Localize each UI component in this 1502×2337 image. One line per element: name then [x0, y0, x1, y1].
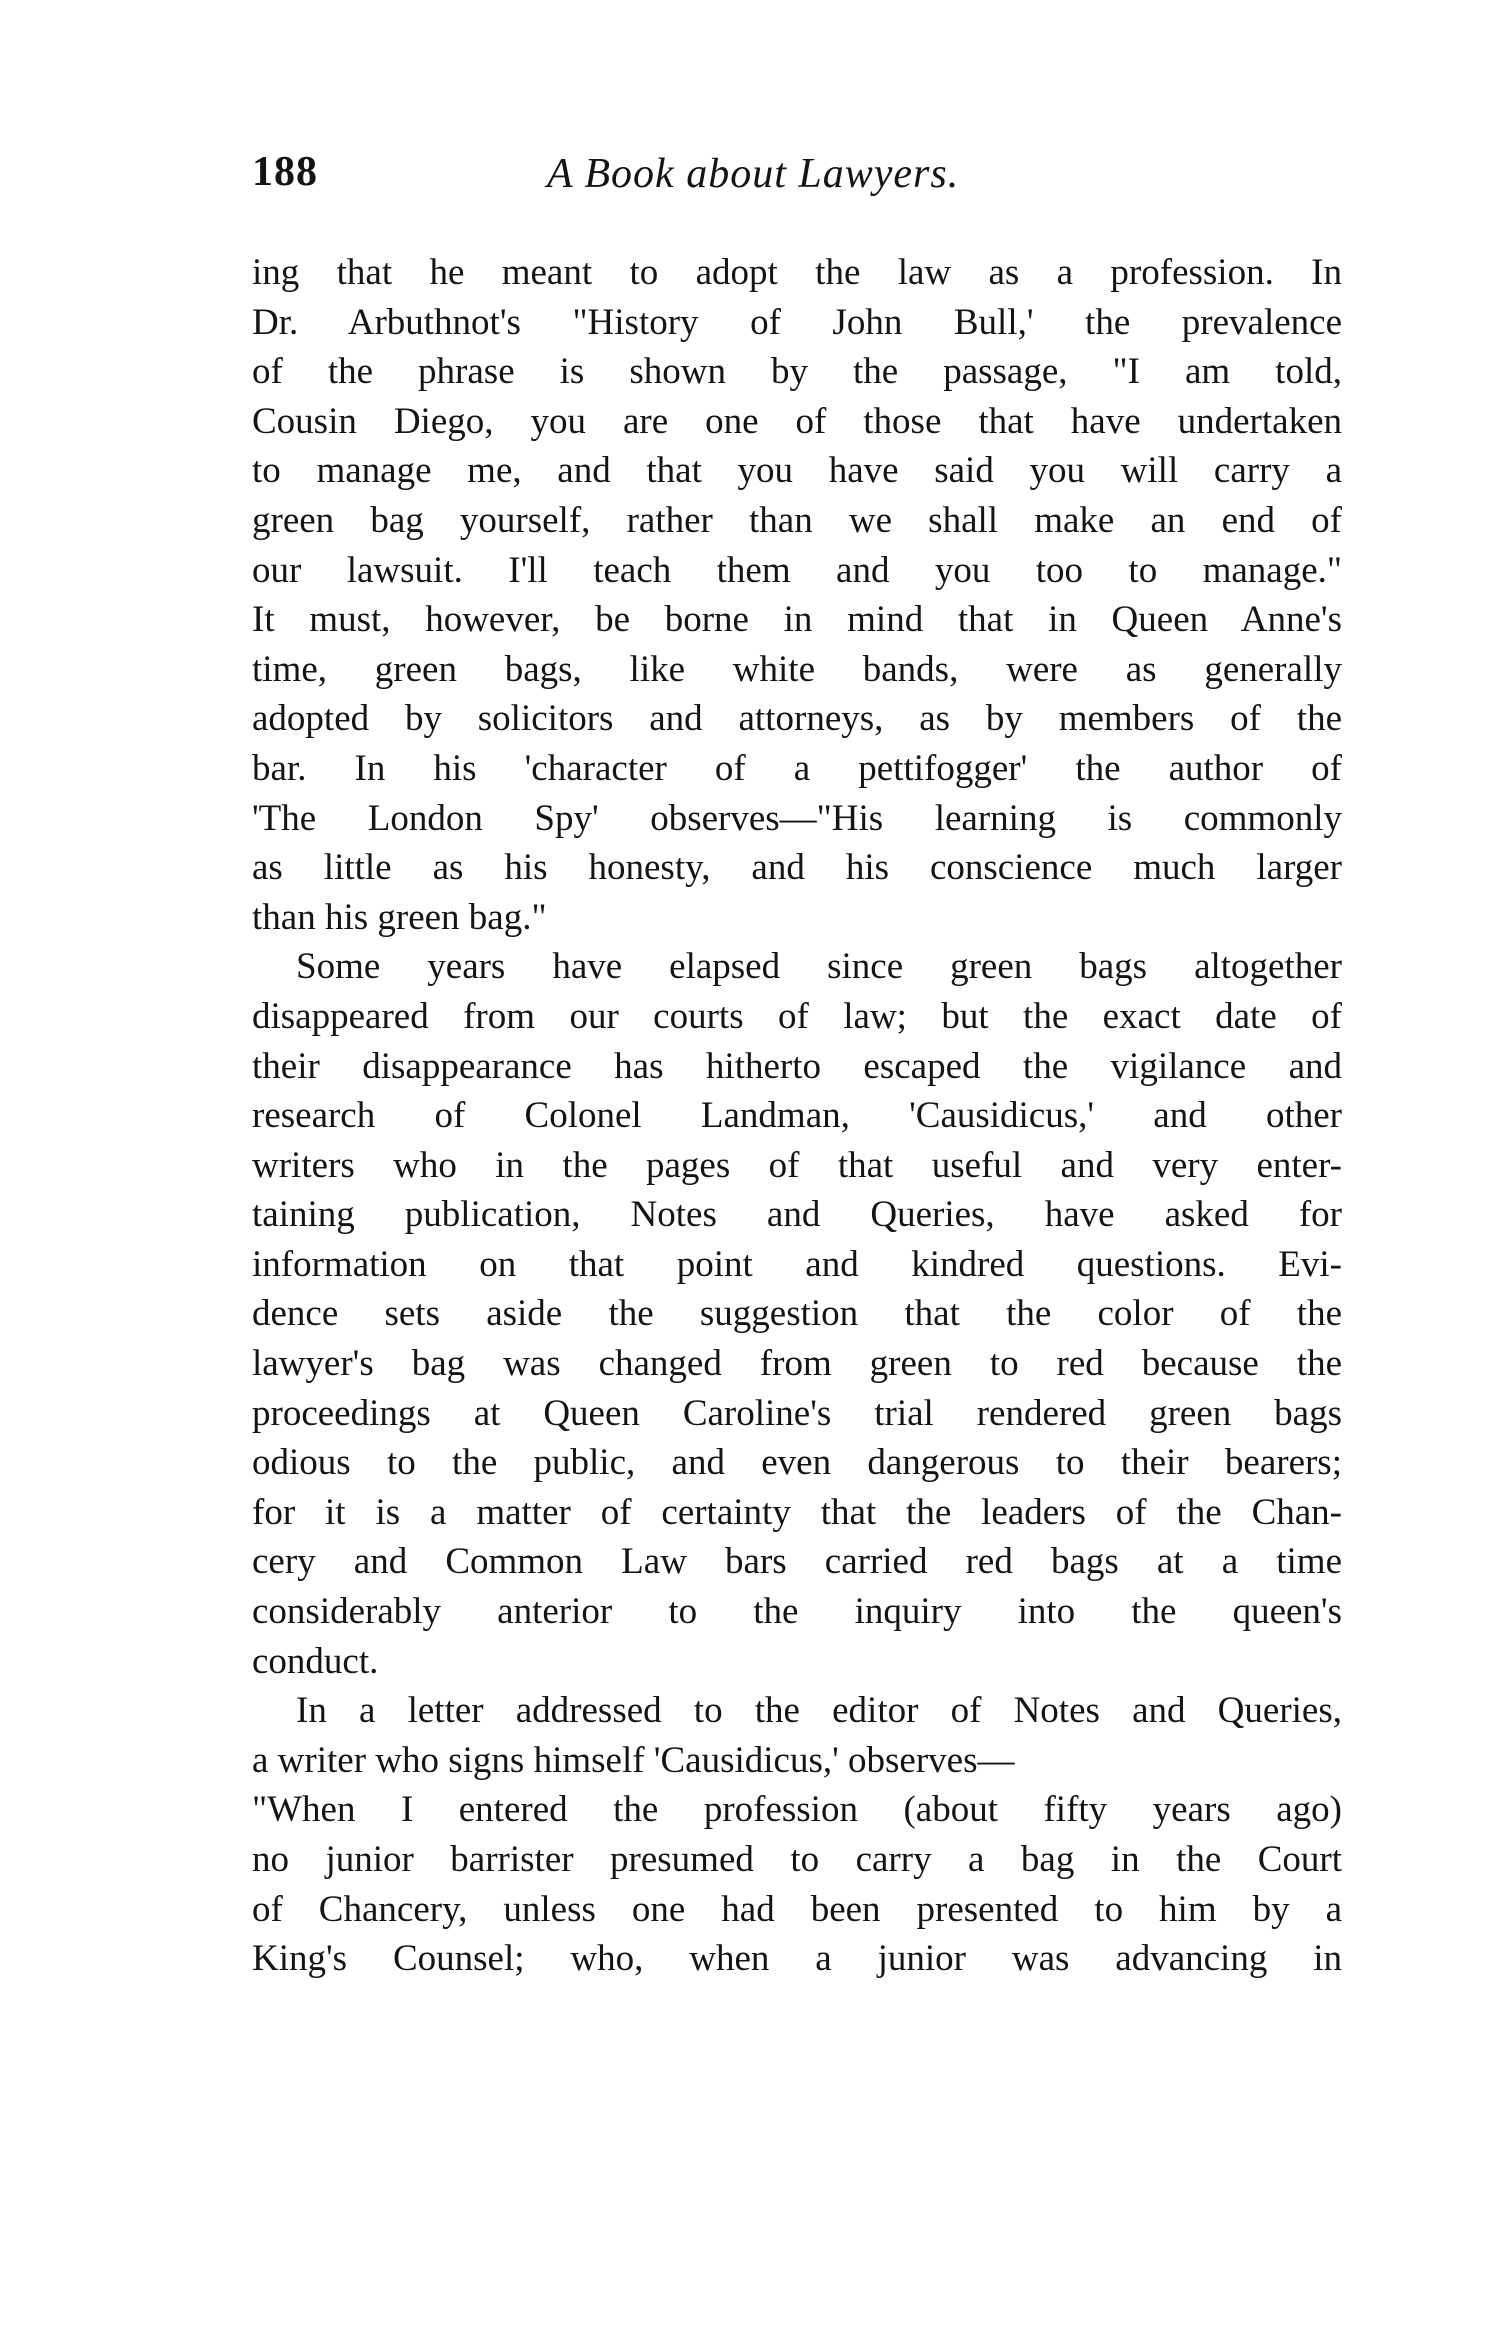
- text-line: Some years have elapsed since green bags altogether: [296, 946, 1342, 988]
- text-line: no junior barrister presumed to carry a bag in the Court: [252, 1839, 1342, 1880]
- text-line: for it is a matter of certainty that the leaders of the Chan-: [252, 1491, 1342, 1533]
- text-line: than his green bag.": [252, 896, 547, 938]
- text-line: conduct.: [252, 1640, 379, 1682]
- text-line: research of Colonel Landman, 'Causidicus,' and other: [252, 1095, 1342, 1137]
- page-number: 188: [252, 149, 318, 195]
- body-text: [252, 248, 1342, 1984]
- text-line: In a letter addressed to the editor of Notes and Queries,: [296, 1690, 1342, 1732]
- text-line: as little as his honesty, and his conscience much larger: [252, 847, 1342, 889]
- text-line: information on that point and kindred questions. Evi-: [252, 1243, 1342, 1285]
- text-line: proceedings at Queen Caroline's trial rendered green bags: [252, 1392, 1342, 1434]
- text-line: green bag yourself, rather than we shall make an end of: [252, 499, 1342, 541]
- text-line: taining publication, Notes and Queries, have asked for: [252, 1194, 1342, 1236]
- text-line: dence sets aside the suggestion that the color of the: [252, 1293, 1342, 1335]
- text-line: Cousin Diego, you are one of those that have undertaken: [252, 400, 1342, 442]
- text-line: It must, however, be borne in mind that in Queen Anne's: [252, 599, 1342, 641]
- text-line: King's Counsel; who, when a junior was advancing in: [252, 1938, 1342, 1980]
- text-line: writers who in the pages of that useful and very enter-: [252, 1144, 1342, 1186]
- text-line: odious to the public, and even dangerous to their bearers;: [252, 1442, 1342, 1484]
- text-line: bar. In his 'character of a pettifogger' the author of: [252, 747, 1342, 789]
- running-head: [252, 148, 1342, 208]
- paragraph: [252, 1686, 1342, 1984]
- text-line: cery and Common Law bars carried red bags at a time: [252, 1541, 1342, 1583]
- paragraph: [252, 942, 1342, 1686]
- text-line: ing that he meant to adopt the law as a profession. In: [252, 252, 1342, 293]
- text-line: our lawsuit. I'll teach them and you too to manage.": [252, 549, 1342, 591]
- text-line: of the phrase is shown by the passage, "I am told,: [252, 351, 1342, 393]
- text-line: disappeared from our courts of law; but the exact date of: [252, 995, 1342, 1037]
- text-line: Dr. Arbuthnot's "History of John Bull,' the prevalence: [252, 301, 1342, 343]
- text-line: adopted by solicitors and attorneys, as by members of the: [252, 698, 1342, 740]
- text-line: "When I entered the profession (about fifty years ago): [252, 1789, 1342, 1831]
- text-line: a writer who signs himself 'Causidicus,' observes—: [252, 1739, 1015, 1781]
- text-line: considerably anterior to the inquiry into the queen's: [252, 1591, 1342, 1633]
- text-line: time, green bags, like white bands, were as generally: [252, 648, 1342, 690]
- text-line: of Chancery, unless one had been presented to him by a: [252, 1888, 1342, 1930]
- text-line: their disappearance has hitherto escaped the vigilance and: [252, 1045, 1342, 1087]
- running-title: A Book about Lawyers.: [547, 151, 960, 197]
- text-line: 'The London Spy' observes—"His learning is commonly: [252, 797, 1342, 839]
- text-line: to manage me, and that you have said you will carry a: [252, 450, 1342, 492]
- paragraph: [252, 248, 1342, 942]
- text-line: lawyer's bag was changed from green to red because the: [252, 1343, 1342, 1385]
